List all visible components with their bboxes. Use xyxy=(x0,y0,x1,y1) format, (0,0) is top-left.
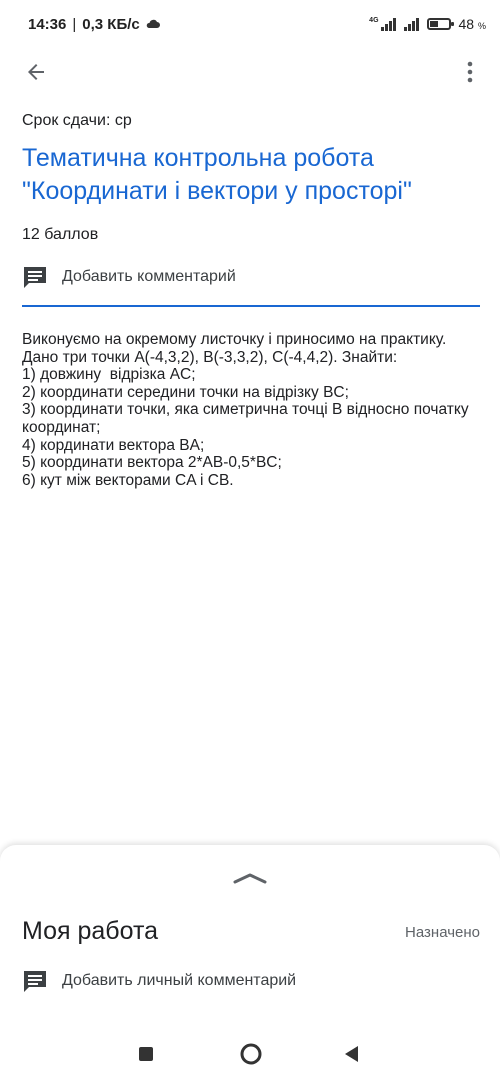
assignment-description xyxy=(22,331,482,489)
cloud-icon xyxy=(146,16,160,32)
description-line: 4) кординати вектора BA; xyxy=(22,436,205,454)
system-nav-bar xyxy=(0,1020,500,1083)
back-triangle-icon xyxy=(343,1044,359,1064)
network-type: 4G xyxy=(369,17,379,24)
description-line: 1) довжину відрізка AC; xyxy=(22,366,196,384)
signal-4g-icon xyxy=(369,17,395,31)
description-line: 3) координати точки, яка симетрична точці B відносно початку координат; xyxy=(22,401,473,436)
description-line: 2) координати середини точки на відрізку BC; xyxy=(22,383,349,401)
status-time: 14:36 xyxy=(28,15,67,33)
system-back-button[interactable] xyxy=(343,1044,359,1064)
comment-icon xyxy=(22,969,48,993)
assignment-title: Тематична контрольна робота "Координати і вектори у просторі" xyxy=(22,144,412,205)
status-bar xyxy=(0,0,500,48)
my-work-status: Назначено xyxy=(405,924,480,941)
chevron-up-icon xyxy=(232,871,268,885)
status-separator: | xyxy=(72,15,77,33)
signal-icon xyxy=(404,17,419,31)
recents-button[interactable] xyxy=(139,1047,153,1061)
battery-fill xyxy=(430,21,439,27)
battery-percent xyxy=(459,16,486,32)
app-bar xyxy=(0,48,500,96)
my-work-sheet xyxy=(0,845,500,1020)
battery-icon xyxy=(427,18,451,30)
status-right xyxy=(369,16,486,32)
arrow-back-icon xyxy=(24,60,48,84)
back-button[interactable] xyxy=(22,58,50,86)
my-work-title: Моя работа xyxy=(22,917,159,945)
description-line: Виконуємо на окремому листочку і приносимо на практику. xyxy=(22,331,447,348)
add-private-comment-label: Добавить личный комментарий xyxy=(62,972,297,989)
expand-sheet-button[interactable] xyxy=(232,871,268,885)
description-line: Дано три точки A(-4,3,2), B(-3,3,2), C(-4,4,2). Знайти: xyxy=(22,348,398,366)
add-private-comment-button[interactable] xyxy=(22,966,296,996)
status-left xyxy=(28,16,160,33)
status-speed: 0,3 КБ/с xyxy=(82,15,140,33)
battery-percent-unit: % xyxy=(477,21,486,31)
add-comment-button[interactable] xyxy=(22,262,236,292)
home-circle-icon xyxy=(240,1043,262,1065)
add-comment-label: Добавить комментарий xyxy=(62,268,236,285)
assignment-points: 12 баллов xyxy=(22,226,99,243)
more-options-button[interactable] xyxy=(458,58,482,86)
due-date: Срок сдачи: ср xyxy=(22,112,132,129)
comment-icon xyxy=(22,265,48,289)
description-line: 5) координати вектора 2*AB-0,5*BC; xyxy=(22,454,282,472)
home-button[interactable] xyxy=(240,1043,262,1065)
battery-percent-value: 48 xyxy=(458,16,475,32)
divider xyxy=(22,305,480,307)
more-vert-icon xyxy=(467,61,473,83)
description-line: 6) кут між векторами CA і CB. xyxy=(22,471,234,489)
